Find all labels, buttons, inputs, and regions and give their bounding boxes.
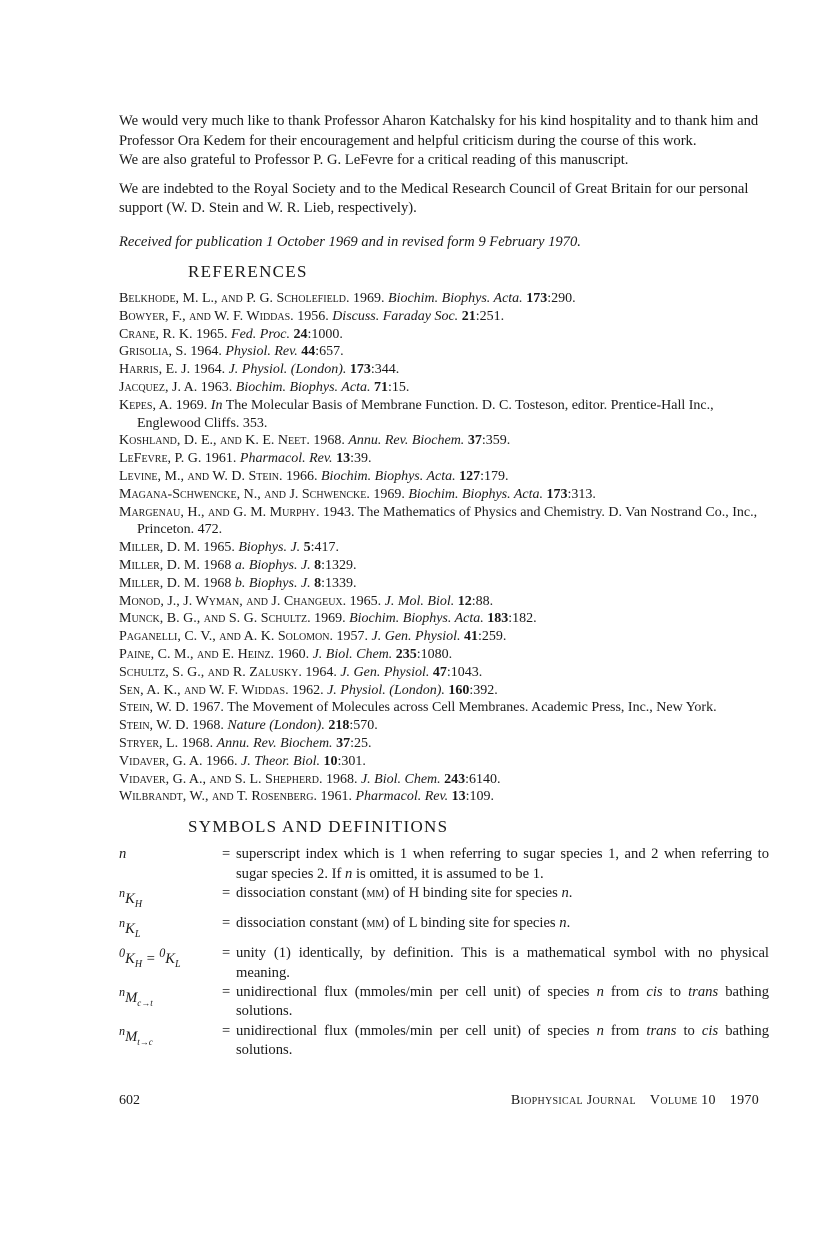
reference-volume: 47	[432, 664, 447, 680]
reference-year: 1964.	[305, 664, 337, 680]
reference-author: Crane, R. K.	[119, 326, 193, 342]
reference-pages: :182.	[508, 611, 537, 627]
symbol-row: $^nM_{t\to c}$ = unidirectional flux (mmoles/min per cell unit) of species n from trans to cis bathing solutions.	[119, 1022, 769, 1061]
reference-volume: 173	[526, 291, 548, 306]
symbol: $^nM_{c\to t}$	[119, 985, 153, 1008]
reference-item	[119, 610, 769, 628]
reference-pages: :392.	[469, 682, 498, 698]
reference-author: Paine, C. M., and E. Heinz.	[119, 646, 275, 662]
symbol-definition: dissociation constant (mm) of H binding site for species n.	[236, 884, 573, 901]
reference-author: Wilbrandt, W., and T. Rosenberg.	[119, 789, 317, 805]
reference-item	[119, 753, 769, 771]
reference-source: The Movement of Molecules across Cell Membranes. Academic Press, Inc., New York.	[227, 700, 717, 716]
page-body	[119, 112, 769, 1061]
symbol-definition: superscript index which is 1 when referring to sugar species 1, and 2 when referring to sugar species 2. If n is omitted, it is assumed to be 1.	[236, 846, 769, 882]
reference-item	[119, 397, 769, 433]
page-number: 602	[119, 1093, 140, 1108]
reference-author: Monod, J., J. Wyman, and J. Changeux.	[119, 593, 347, 609]
reference-item	[119, 593, 769, 611]
reference-author: LeFevre, P. G.	[119, 451, 202, 467]
reference-journal: J. Theor. Biol.	[241, 753, 320, 769]
ack-paragraph-1: We would very much like to thank Professor Aharon Katchalsky for his kind hospitality and to thank him and Professor Ora Kedem for their encouragement and helpful criticism during the course of this work.	[119, 113, 759, 149]
reference-volume: 5	[303, 540, 311, 556]
symbols-heading: SYMBOLS AND DEFINITIONS	[188, 817, 449, 837]
reference-journal: Biochim. Biophys. Acta.	[388, 291, 523, 306]
reference-pages: :39.	[350, 451, 372, 467]
reference-item	[119, 557, 769, 575]
reference-journal: Biochim. Biophys. Acta.	[408, 486, 544, 502]
reference-year: 1956.	[297, 308, 329, 324]
reference-author: Harris, E. J.	[119, 362, 191, 378]
reference-pages: :179.	[480, 468, 509, 484]
reference-volume: 8	[314, 557, 322, 573]
reference-year: 1966.	[206, 753, 238, 769]
reference-journal: J. Biol. Chem.	[312, 646, 393, 662]
reference-year: 1957.	[336, 629, 369, 645]
reference-item	[119, 504, 769, 540]
reference-author: Margenau, H., and G. M. Murphy.	[119, 504, 320, 520]
reference-item	[119, 575, 769, 593]
symbol-definition: unidirectional flux (mmoles/min per cell unit) of species n from trans to cis bathing solutions.	[236, 1022, 769, 1059]
reference-item	[119, 290, 769, 308]
reference-year: 1961.	[204, 451, 237, 467]
reference-journal: Nature (London).	[227, 718, 325, 734]
reference-year: 1968	[203, 557, 232, 573]
reference-year: 1969.	[353, 291, 385, 306]
reference-author: Stein, W. D.	[119, 700, 189, 716]
reference-volume: 24	[293, 326, 308, 342]
reference-year: 1968	[203, 575, 232, 591]
reference-year: 1960.	[277, 646, 310, 662]
symbol-definition: dissociation constant (mm) of L binding site for species n.	[236, 915, 571, 932]
reference-year: 1963.	[200, 379, 233, 395]
reference-volume: 37	[336, 735, 351, 751]
reference-volume: 8	[314, 575, 322, 591]
symbol-definition: unity (1) identically, by definition. This is a mathematical symbol with no physical meaning.	[236, 945, 769, 981]
reference-pages: :109.	[465, 789, 495, 805]
reference-author: Grisolia, S.	[119, 344, 187, 360]
reference-journal: Pharmacol. Rev.	[239, 451, 333, 467]
received-note: Received for publication 1 October 1969 and in revised form 9 February 1970.	[119, 233, 581, 250]
reference-item	[119, 735, 769, 753]
symbol: $^nK_H$	[119, 885, 143, 910]
reference-pages: :1080.	[416, 646, 453, 662]
reference-year: 1965.	[196, 326, 228, 342]
reference-pages: :570.	[349, 718, 378, 734]
reference-item	[119, 450, 769, 468]
reference-year: 1969.	[314, 611, 346, 627]
reference-year: 1964.	[190, 344, 222, 360]
reference-year: 1968.	[192, 718, 224, 734]
reference-volume: 235	[395, 646, 417, 662]
reference-item	[119, 664, 769, 682]
reference-pages: :657.	[315, 344, 344, 360]
reference-item	[119, 539, 769, 557]
reference-author: Vidaver, G. A., and S. L. Shepherd.	[119, 771, 323, 787]
reference-pages: :88.	[471, 593, 494, 609]
symbol: $^0K_H = ^0K_L$	[119, 946, 181, 971]
reference-item	[119, 308, 769, 326]
reference-pages: :251.	[475, 308, 505, 324]
reference-item	[119, 771, 769, 789]
symbol-row: $^nK_L$ = dissociation constant (mm) of L binding site for species n.	[119, 914, 769, 944]
reference-pages: :417.	[310, 540, 340, 556]
reference-journal: In	[210, 397, 223, 413]
journal-info	[511, 1093, 759, 1109]
reference-author: Levine, M., and W. D. Stein.	[119, 468, 283, 484]
reference-pages: :290.	[547, 291, 576, 306]
reference-source: The Molecular Basis of Membrane Function. D. C. Tosteson, editor. Prentice-Hall Inc., Englewood Cliffs. 353.	[137, 397, 714, 431]
reference-author: Stryer, L.	[119, 735, 179, 751]
reference-volume: 13	[336, 451, 351, 467]
reference-year: 1964.	[193, 362, 226, 378]
reference-volume: 243	[444, 771, 466, 787]
reference-item	[119, 326, 769, 344]
reference-author: Belkhode, M. L., and P. G. Scholefield.	[119, 291, 350, 306]
symbol: $^nM_{t\to c}$	[119, 1023, 153, 1047]
reference-year: 1966.	[286, 468, 318, 484]
reference-item	[119, 432, 769, 450]
reference-item	[119, 379, 769, 397]
reference-pages: :359.	[481, 433, 511, 449]
reference-journal: J. Physiol. (London).	[327, 682, 445, 698]
symbol-definition: unidirectional flux (mmoles/min per cell unit) of species n from cis to trans bathing solutions.	[236, 984, 769, 1020]
reference-volume: 160	[448, 682, 470, 698]
reference-author: Miller, D. M.	[119, 540, 200, 556]
reference-journal: Biochim. Biophys. Acta.	[235, 379, 371, 395]
reference-year: 1969.	[175, 397, 208, 413]
reference-author: Munck, B. G., and S. G. Schultz.	[119, 611, 311, 627]
reference-volume: 173	[546, 486, 568, 502]
symbol-row: n = superscript index which is 1 when referring to sugar species 1, and 2 when referring to sugar species 2. If n is omitted, it is assumed to be 1.	[119, 845, 769, 884]
reference-volume: 37	[467, 433, 482, 449]
reference-year: 1961.	[320, 789, 352, 805]
reference-author: Jacquez, J. A.	[119, 379, 198, 395]
symbol: n	[119, 846, 127, 863]
symbol-row: $^nM_{c\to t}$ = unidirectional flux (mmoles/min per cell unit) of species n from cis to trans bathing solutions.	[119, 983, 769, 1022]
reference-author: Magana-Schwencke, N., and J. Schwencke.	[119, 486, 370, 502]
reference-journal: J. Physiol. (London).	[228, 362, 347, 378]
reference-volume: 10	[323, 753, 338, 769]
reference-year: 1967.	[192, 700, 224, 716]
reference-item	[119, 646, 769, 664]
references-list	[119, 290, 769, 806]
reference-volume: 21	[461, 308, 476, 324]
reference-author: Kepes, A.	[119, 397, 173, 413]
reference-journal: Fed. Proc.	[231, 326, 290, 342]
reference-journal: Discuss. Faraday Soc.	[332, 308, 459, 324]
reference-author: Koshland, D. E., and K. E. Neet.	[119, 433, 310, 449]
reference-pages: :25.	[350, 735, 372, 751]
reference-pages: :313.	[567, 486, 596, 502]
reference-year: 1968.	[325, 771, 358, 787]
reference-pages: :344.	[370, 362, 400, 378]
reference-volume: 13	[451, 789, 466, 805]
reference-pages: :6140.	[465, 771, 501, 787]
reference-author: Schultz, S. G., and R. Zalusky.	[119, 664, 302, 680]
reference-journal: Biochim. Biophys. Acta.	[349, 611, 484, 627]
symbols-list	[119, 845, 769, 1061]
reference-author: Vidaver, G. A.	[119, 753, 203, 769]
reference-item	[119, 468, 769, 486]
journal-volume: Volume 10	[649, 1093, 716, 1108]
reference-author: Paganelli, C. V., and A. K. Solomon.	[119, 629, 334, 645]
reference-volume: 183	[487, 611, 509, 627]
reference-volume: 12	[457, 593, 472, 609]
reference-item	[119, 699, 769, 717]
reference-author: Sen, A. K., and W. F. Widdas.	[119, 682, 289, 698]
symbol-row: $^nK_H$ = dissociation constant (mm) of H binding site for species n.	[119, 884, 769, 914]
reference-item	[119, 717, 769, 735]
symbol: $^nK_L$	[119, 916, 141, 940]
reference-author: Miller, D. M.	[119, 557, 200, 573]
reference-item	[119, 486, 769, 504]
reference-volume: 71	[373, 379, 388, 395]
reference-year: 1968.	[313, 433, 345, 449]
reference-item	[119, 788, 769, 806]
reference-pages: :1339.	[321, 575, 357, 591]
reference-journal: b. Biophys. J.	[234, 575, 311, 591]
reference-volume: 218	[328, 718, 350, 734]
reference-volume: 127	[459, 468, 481, 484]
acknowledgments	[119, 112, 769, 219]
reference-pages: :15.	[387, 379, 410, 395]
reference-year: 1968.	[181, 735, 214, 751]
reference-volume: 41	[464, 629, 479, 645]
ack-paragraph-3: We are indebted to the Royal Society and to the Medical Research Council of Great Britain for our personal support (W. D. Stein and W. R. Lieb, respectively).	[119, 180, 749, 216]
reference-author: Stein, W. D.	[119, 718, 189, 734]
reference-journal: J. Gen. Physiol.	[371, 629, 461, 645]
journal-name: Biophysical Journal	[510, 1093, 636, 1108]
reference-item	[119, 361, 769, 379]
reference-volume: 44	[301, 344, 316, 360]
page-footer	[119, 1093, 759, 1109]
reference-item	[119, 628, 769, 646]
reference-journal: J. Mol. Biol.	[384, 593, 455, 609]
reference-journal: Annu. Rev. Biochem.	[348, 433, 465, 449]
reference-journal: a. Biophys. J.	[234, 557, 311, 573]
reference-journal: J. Gen. Physiol.	[340, 664, 430, 680]
reference-year: 1962.	[292, 682, 324, 698]
reference-volume: 173	[349, 362, 371, 378]
reference-pages: :301.	[337, 753, 366, 769]
reference-year: 1943.	[323, 504, 355, 520]
reference-author: Miller, D. M.	[119, 575, 200, 591]
symbol-row: $^0K_H = ^0K_L$ = unity (1) identically, by definition. This is a mathematical symbol with no physical meaning.	[119, 944, 769, 983]
journal-year: 1970	[729, 1093, 759, 1108]
reference-pages: :1043.	[446, 664, 483, 680]
reference-journal: Annu. Rev. Biochem.	[216, 735, 333, 751]
reference-pages: :1329.	[321, 557, 357, 573]
reference-year: 1969.	[373, 486, 405, 502]
references-heading: REFERENCES	[188, 262, 308, 281]
reference-journal: Biochim. Biophys. Acta.	[321, 468, 456, 484]
reference-journal: Pharmacol. Rev.	[355, 789, 449, 805]
reference-item	[119, 682, 769, 700]
reference-pages: :259.	[478, 629, 507, 645]
reference-item	[119, 343, 769, 361]
reference-journal: Physiol. Rev.	[225, 344, 298, 360]
reference-journal: Biophys. J.	[238, 540, 301, 556]
reference-year: 1965.	[349, 593, 382, 609]
reference-journal: J. Biol. Chem.	[360, 771, 441, 787]
reference-source: The Mathematics of Physics and Chemistry. D. Van Nostrand Co., Inc., Princeton. 472.	[137, 504, 758, 538]
reference-author: Bowyer, F., and W. F. Widdas.	[119, 308, 294, 324]
reference-year: 1965.	[203, 540, 235, 556]
reference-pages: :1000.	[307, 326, 343, 342]
ack-paragraph-2: We are also grateful to Professor P. G. LeFevre for a critical reading of this manuscript.	[119, 152, 629, 168]
